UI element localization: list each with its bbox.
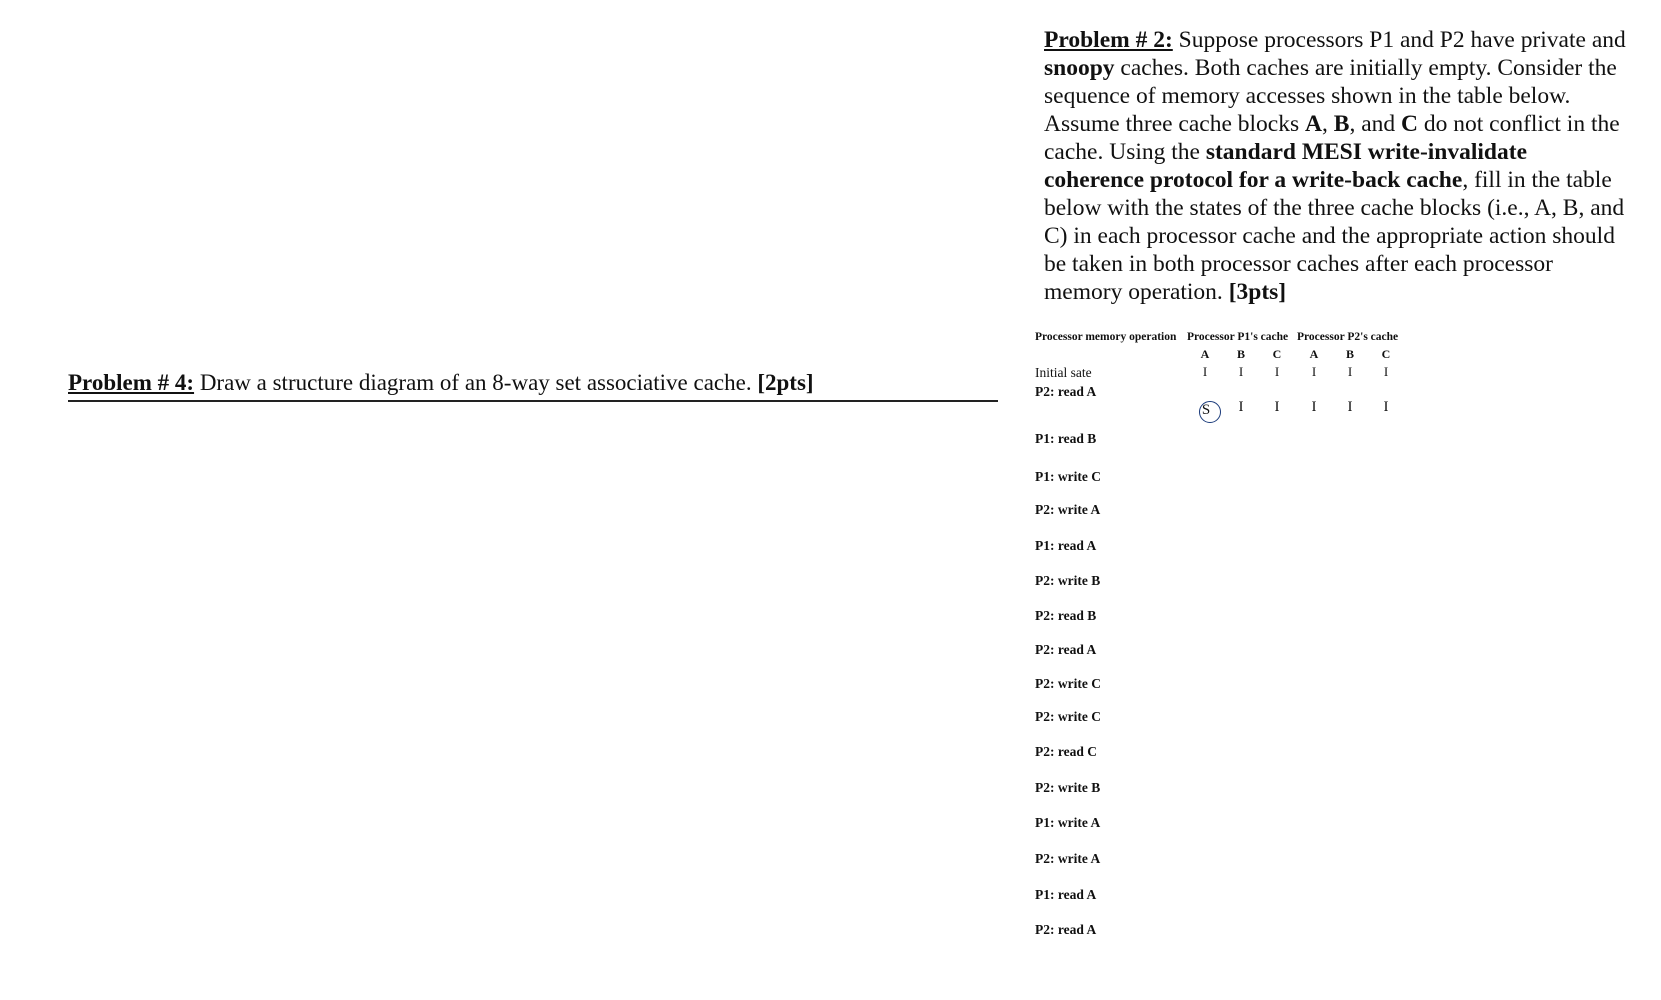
problem-2-bold: A bbox=[1305, 111, 1322, 137]
operation-row: P2: write A bbox=[1035, 502, 1101, 517]
operation-row: P1: read B bbox=[1035, 431, 1097, 446]
operation-row: P2: write C bbox=[1035, 709, 1101, 724]
problem-2-title: Problem # 2: bbox=[1044, 27, 1173, 53]
operation-row: P2: read A bbox=[1035, 384, 1097, 399]
problem-2-points: [3pts] bbox=[1228, 279, 1287, 305]
header-operation: Processor memory operation bbox=[1035, 331, 1177, 343]
operation-row: P2: write C bbox=[1035, 676, 1101, 691]
problem-4-text: Draw a structure diagram of an 8-way set associative cache. bbox=[194, 370, 758, 395]
initial-state-cell: I bbox=[1238, 364, 1244, 379]
operation-row: P1: read A bbox=[1035, 887, 1097, 902]
problem-2-text: , and bbox=[1349, 111, 1401, 137]
operation-row: P2: read B bbox=[1035, 608, 1097, 623]
problem-2-text: , bbox=[1322, 111, 1334, 137]
handwritten-state-cell: I bbox=[1311, 399, 1317, 415]
handwritten-state-cell: S bbox=[1201, 402, 1211, 418]
operation-row: P2: read C bbox=[1035, 744, 1097, 759]
header-p2-cache: Processor P2's cache bbox=[1297, 331, 1399, 343]
operation-row: P2: write A bbox=[1035, 851, 1101, 866]
problem-2-text: , fill in the table below with the states of the three cache blocks (i.e., A, B, and C) in each processor cache and the appropriate action should be taken in both processor caches after each processor memory operation. bbox=[1044, 167, 1625, 305]
operation-row: P2: read A bbox=[1035, 922, 1097, 937]
problem-2-bold: standard MESI write-invalidate coherence protocol for a write-back cache bbox=[1044, 139, 1528, 193]
operation-row: P1: write A bbox=[1035, 815, 1101, 830]
column-p2-c: C bbox=[1381, 347, 1391, 361]
operation-row: P2: read A bbox=[1035, 642, 1097, 657]
column-p1-c: C bbox=[1272, 347, 1282, 361]
column-p1-b: B bbox=[1236, 347, 1245, 361]
problem-2-text: caches. Both caches are initially empty. Consider the sequence of memory accesses shown in the table below. Assume three cache blocks bbox=[1044, 55, 1617, 137]
problem-2-bold: snoopy bbox=[1044, 55, 1115, 81]
header-p1-cache: Processor P1's cache bbox=[1187, 331, 1289, 343]
initial-state-cell: I bbox=[1274, 364, 1280, 379]
initial-state-label: Initial sate bbox=[1035, 365, 1092, 380]
problem-4-title: Problem # 4: bbox=[68, 370, 195, 395]
column-p1-a: A bbox=[1200, 347, 1210, 361]
problem-2-text: do not conflict in the cache. Using the bbox=[1044, 111, 1620, 165]
handwritten-state-cell: I bbox=[1347, 399, 1353, 415]
problem-2-text: Suppose processors P1 and P2 have private and bbox=[1172, 27, 1626, 53]
problem-2-bold: C bbox=[1401, 111, 1418, 137]
handwritten-state-cell: I bbox=[1274, 399, 1280, 415]
column-p2-b: B bbox=[1345, 347, 1354, 361]
handwritten-state-cell: I bbox=[1238, 399, 1244, 415]
initial-state-cell: I bbox=[1383, 364, 1389, 379]
operation-row: P2: write B bbox=[1035, 780, 1101, 795]
problem-2-bold: B bbox=[1333, 111, 1350, 137]
initial-state-cell: I bbox=[1202, 364, 1208, 379]
operation-row: P2: write B bbox=[1035, 573, 1101, 588]
initial-state-cell: I bbox=[1311, 364, 1317, 379]
column-p2-a: A bbox=[1309, 347, 1319, 361]
initial-state-cell: I bbox=[1347, 364, 1353, 379]
problem-4-points: [2pts] bbox=[757, 370, 814, 395]
operation-row: P1: read A bbox=[1035, 538, 1097, 553]
handwritten-state-cell: I bbox=[1383, 399, 1389, 415]
operation-row: P1: write C bbox=[1035, 469, 1101, 484]
